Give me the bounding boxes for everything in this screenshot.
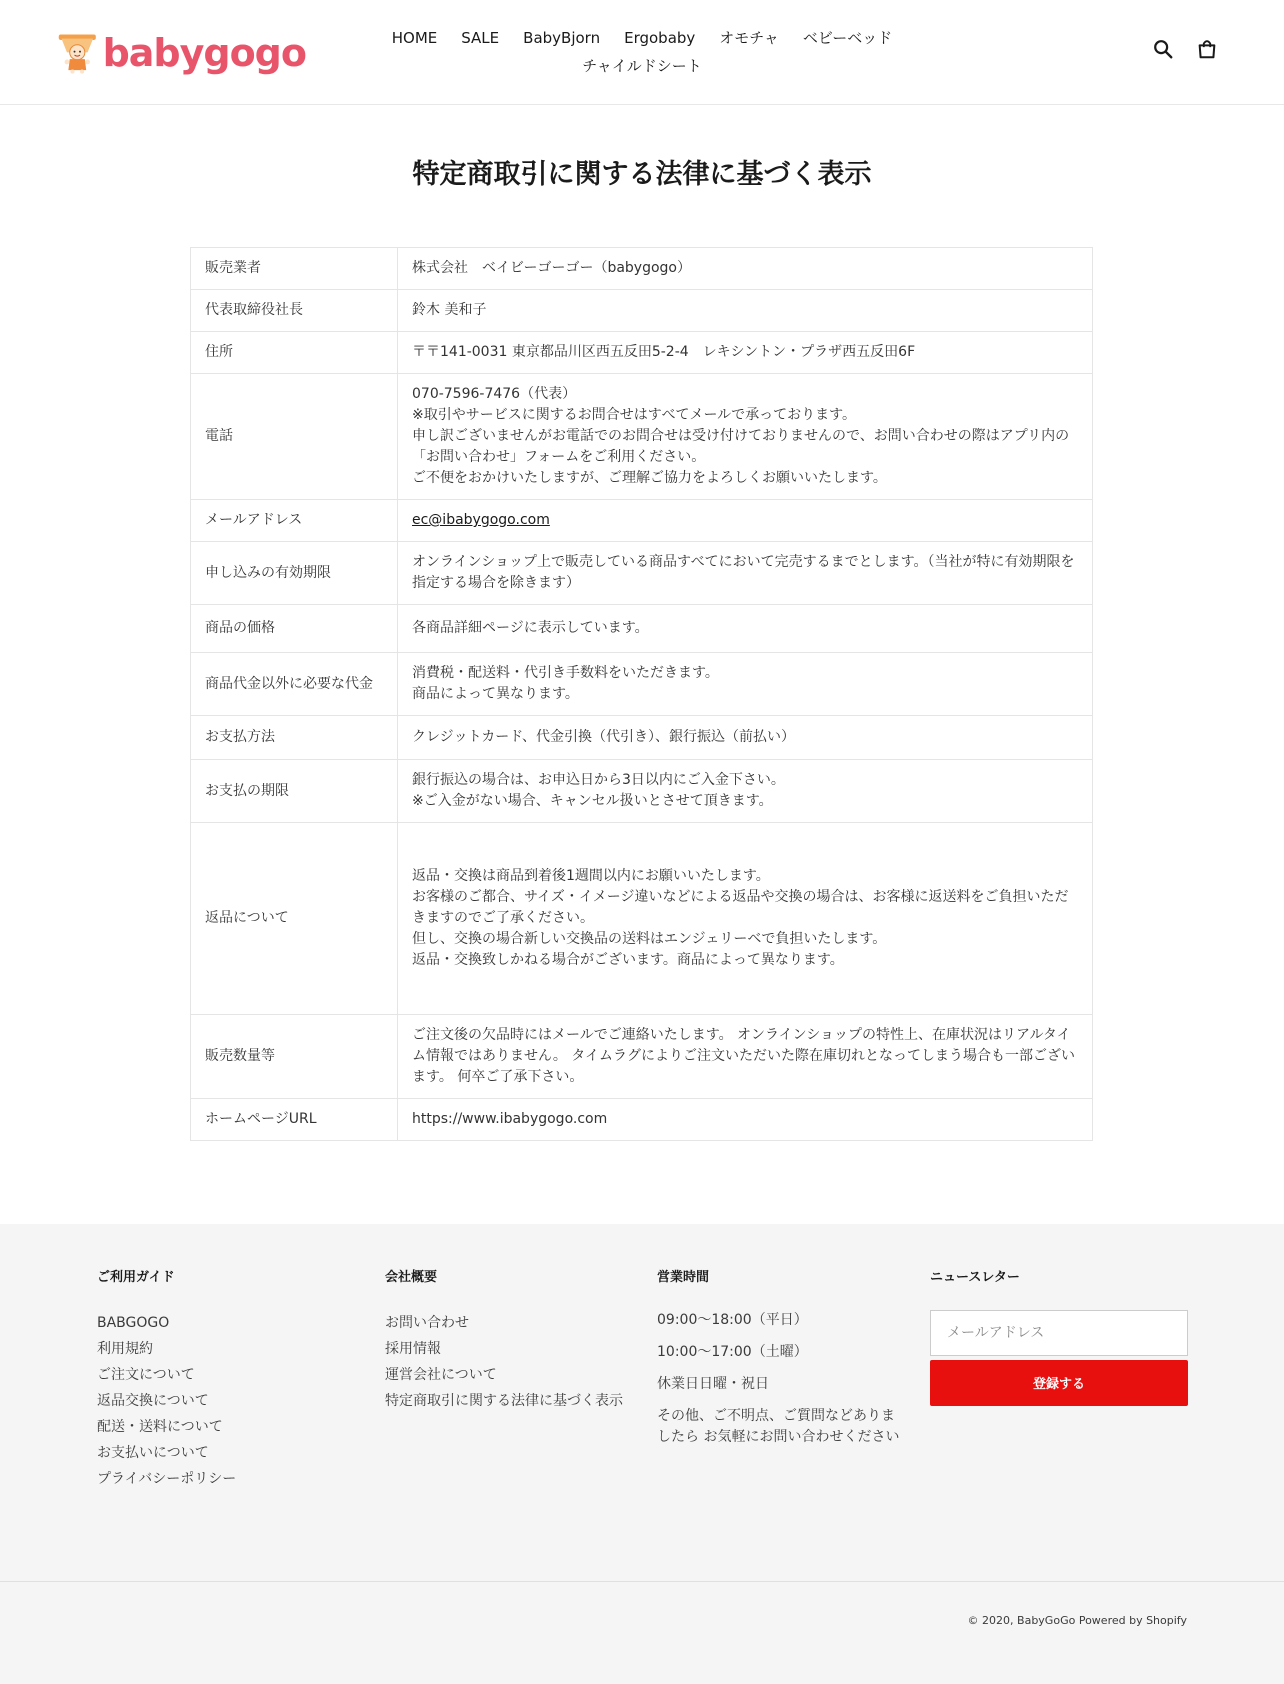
row-value-line: 但し、交換の場合新しい交換品の送料はエンジェリーベで負担いたします。 xyxy=(412,931,887,947)
row-value-line: 返品・交換致しかねる場合がございます。商品によって異なります。 xyxy=(412,952,844,968)
table-row xyxy=(191,653,1093,716)
row-value-line: お客様のご都合、サイズ・イメージ違いなどによる返品や交換の場合は、お客様に返送料をご負担いただきますのでご了承ください。 xyxy=(412,889,1069,926)
footer-link-ordering[interactable]: ご注文について xyxy=(97,1366,195,1383)
table-row xyxy=(191,1015,1093,1099)
row-label: 代表取締役社長 xyxy=(191,290,398,332)
hours-line: 10:00〜17:00（土曜） xyxy=(657,1343,808,1360)
nav-item-toys[interactable]: オモチャ xyxy=(719,28,779,47)
site-footer xyxy=(0,1224,1284,1684)
subscribe-button[interactable]: 登録する xyxy=(930,1360,1188,1406)
row-value xyxy=(398,332,1093,374)
footer-link-payment[interactable]: お支払いについて xyxy=(97,1444,209,1461)
row-label: 電話 xyxy=(191,374,398,500)
row-value-line: 商品によって異なります。 xyxy=(412,686,579,702)
row-value-line: ご注文後の欠品時にはメールでご連絡いたします。 オンラインショップの特性上、在庫状況はリアルタイム情報ではありません。 タイムラグによりご注文いただいた際在庫切れとなってしまう場合も一部ございます。 何卒ご了承下さい。 xyxy=(412,1027,1076,1085)
row-value xyxy=(398,653,1093,716)
row-value xyxy=(398,716,1093,760)
footer-company-column xyxy=(385,1268,635,1414)
row-value xyxy=(398,1099,1093,1141)
footer-link-privacy[interactable]: プライバシーポリシー xyxy=(97,1470,237,1487)
hours-line: その他、ご不明点、ご質問などありましたら お気軽にお問い合わせください xyxy=(657,1407,900,1445)
table-row xyxy=(191,823,1093,1015)
row-value-line: 鈴木 美和子 xyxy=(412,302,487,318)
footer-heading: ニュースレター xyxy=(930,1270,1020,1285)
site-logo[interactable] xyxy=(56,22,306,84)
table-row xyxy=(191,760,1093,823)
row-value-line: クレジットカード、代金引換（代引き）、銀行振込（前払い） xyxy=(412,729,795,745)
row-label: 申し込みの有効期限 xyxy=(191,542,398,605)
row-value xyxy=(398,500,1093,542)
row-value-line: 銀行振込の場合は、お申込日から3日以内にご入金下さい。 xyxy=(412,772,785,788)
row-value-line: オンラインショップ上で販売している商品すべてにおいて完売するまでとします。（当社が特に有効期限を指定する場合を除きます） xyxy=(412,554,1075,591)
footer-link-babgogo[interactable]: BABGOGO xyxy=(97,1314,170,1331)
row-value xyxy=(398,290,1093,332)
footer-heading: 会社概要 xyxy=(385,1270,438,1285)
row-value xyxy=(398,760,1093,823)
newsletter-email-input[interactable] xyxy=(930,1310,1188,1356)
row-label: お支払方法 xyxy=(191,716,398,760)
legal-info-table xyxy=(190,247,1093,1141)
row-value xyxy=(398,1015,1093,1099)
table-row xyxy=(191,290,1093,332)
row-label: メールアドレス xyxy=(191,500,398,542)
row-value-line: 各商品詳細ページに表示しています。 xyxy=(412,620,649,636)
copyright xyxy=(968,1613,1187,1630)
row-value xyxy=(398,374,1093,500)
table-row xyxy=(191,332,1093,374)
search-icon[interactable] xyxy=(1152,38,1174,60)
row-label: 販売業者 xyxy=(191,248,398,290)
row-label: 商品の価格 xyxy=(191,605,398,653)
main-nav xyxy=(390,24,894,80)
row-value-line: 申し訳ございませんがお電話でのお問合せは受け付けておりませんので、お問い合わせの際はアプリ内の「お問い合わせ」フォームをご利用ください。 xyxy=(412,428,1070,465)
logo-text: babygogo xyxy=(102,31,306,75)
email-link[interactable]: ec@ibabygogo.com xyxy=(412,512,550,528)
footer-link-careers[interactable]: 採用情報 xyxy=(385,1340,441,1357)
row-value xyxy=(398,248,1093,290)
row-value-line: 〒〒141-0031 東京都品川区西五反田5-2-4 レキシントン・プラザ西五反田6F xyxy=(412,344,916,360)
row-value-line: ご不便をおかけいたしますが、ご理解ご協力をよろしくお願いいたします。 xyxy=(412,470,887,486)
table-row xyxy=(191,542,1093,605)
footer-link-about-company[interactable]: 運営会社について xyxy=(385,1366,497,1383)
nav-item-home[interactable]: HOME xyxy=(391,28,438,47)
nav-item-sale[interactable]: SALE xyxy=(461,28,500,47)
row-label: お支払の期限 xyxy=(191,760,398,823)
copyright-link[interactable]: © 2020, BabyGoGo xyxy=(967,1614,1076,1627)
table-row xyxy=(191,248,1093,290)
table-row xyxy=(191,374,1093,500)
footer-heading: 営業時間 xyxy=(657,1270,710,1285)
footer-heading: ご利用ガイド xyxy=(97,1270,175,1285)
powered-by-link[interactable]: Powered by Shopify xyxy=(1078,1614,1187,1627)
nav-item-ergobaby[interactable]: Ergobaby xyxy=(624,28,696,47)
hours-line: 休業日日曜・祝日 xyxy=(657,1375,769,1392)
nav-row xyxy=(390,52,894,80)
row-value xyxy=(398,605,1093,653)
nav-row xyxy=(390,24,894,52)
row-value-line: 消費税・配送料・代引き手数料をいただきます。 xyxy=(412,665,719,681)
row-value-line: ※ご入金がない場合、キャンセル扱いとさせて頂きます。 xyxy=(412,793,773,809)
footer-newsletter-column xyxy=(930,1268,1188,1406)
footer-hours-column xyxy=(657,1268,907,1459)
row-label: ホームページURL xyxy=(191,1099,398,1141)
row-label: 返品について xyxy=(191,823,398,1015)
footer-divider xyxy=(0,1581,1284,1582)
table-row xyxy=(191,716,1093,760)
page-title: 特定商取引に関する法律に基づく表示 xyxy=(412,159,872,190)
table-row xyxy=(191,605,1093,653)
row-value-line: 返品・交換は商品到着後1週間以内にお願いいたします。 xyxy=(412,868,770,884)
nav-item-baby-bed[interactable]: ベビーベッド xyxy=(802,28,893,47)
row-value-line: 株式会社 ベイビーゴーゴー（babygogo） xyxy=(412,260,691,276)
row-label: 販売数量等 xyxy=(191,1015,398,1099)
row-value-line: 070-7596-7476（代表） xyxy=(412,386,577,402)
table-row xyxy=(191,1099,1093,1141)
header-icons xyxy=(1152,38,1218,60)
row-value-line: ※取引やサービスに関するお問合せはすべてメールで承っております。 xyxy=(412,407,857,423)
baby-logo-icon xyxy=(56,22,99,84)
table-row xyxy=(191,500,1093,542)
footer-link-contact[interactable]: お問い合わせ xyxy=(385,1314,469,1331)
cart-icon[interactable] xyxy=(1196,38,1218,60)
hours-line: 09:00〜18:00（平日） xyxy=(657,1311,808,1328)
row-value-line: https://www.ibabygogo.com xyxy=(412,1111,608,1127)
footer-link-returns[interactable]: 返品交換について xyxy=(97,1392,209,1409)
nav-item-child-seat[interactable]: チャイルドシート xyxy=(582,56,702,75)
row-label: 商品代金以外に必要な代金 xyxy=(191,653,398,716)
row-label: 住所 xyxy=(191,332,398,374)
footer-link-shipping[interactable]: 配送・送料について xyxy=(97,1418,223,1435)
footer-link-terms[interactable]: 利用規約 xyxy=(97,1340,153,1357)
footer-link-legal-notice[interactable]: 特定商取引に関する法律に基づく表示 xyxy=(385,1392,623,1409)
nav-item-babybjorn[interactable]: BabyBjorn xyxy=(523,28,601,47)
footer-guide-column xyxy=(97,1268,347,1492)
site-header xyxy=(0,0,1284,105)
row-value xyxy=(398,823,1093,1015)
row-value xyxy=(398,542,1093,605)
